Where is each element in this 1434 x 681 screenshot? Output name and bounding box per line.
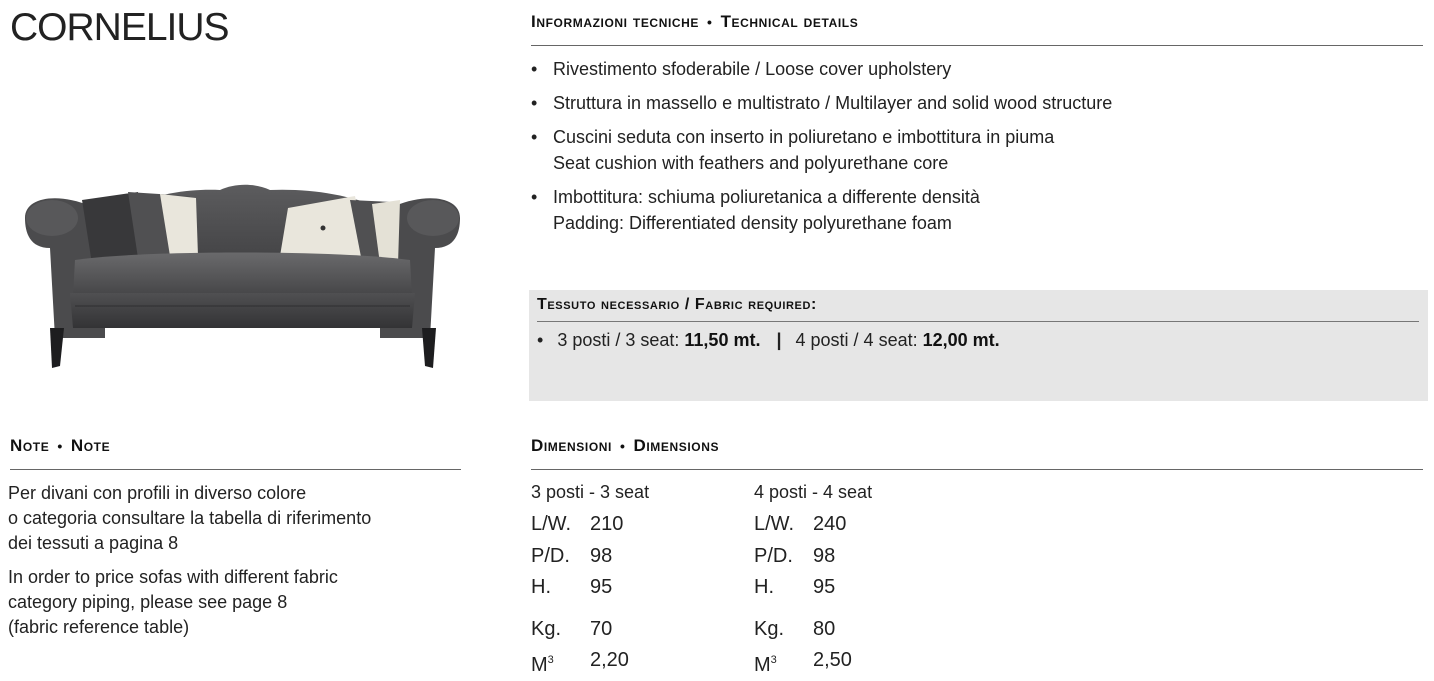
bullet-icon: •	[531, 93, 538, 113]
dimension-row-weight: Kg. 80	[754, 617, 836, 640]
technical-details-list	[531, 56, 1421, 244]
fabric-three-label: 3 posti / 3 seat:	[557, 330, 680, 350]
dimension-row-depth: P/D. 98	[531, 544, 613, 567]
heading-separator-dot: •	[707, 14, 713, 30]
dimension-row-height: H. 95	[754, 576, 836, 598]
bullet-icon: •	[531, 187, 538, 207]
dimensions-column-4-seat	[754, 481, 974, 677]
note-heading: Note • Note	[10, 436, 461, 470]
dimension-row-volume: $M^3$ 2,50	[754, 649, 852, 676]
dimension-row-height: H. 95	[531, 576, 613, 598]
technical-details-heading: Informazioni tecniche • Technical details	[531, 12, 1423, 46]
fabric-four-label: 4 posti / 4 seat:	[795, 330, 918, 350]
bullet-icon: •	[531, 127, 538, 147]
list-item: • Imbottitura: schiuma poliuretanica a differente densità Padding: Differentiated density polyurethane foam	[531, 184, 1421, 236]
fabric-four-value: 12,00 mt.	[922, 330, 1000, 350]
note-text	[8, 481, 458, 649]
heading-separator-dot: •	[619, 438, 626, 454]
list-item: • Cuscini seduta con inserto in poliuretano e imbottitura in piuma Seat cushion with feathers and polyurethane core	[531, 124, 1421, 176]
dimension-row-depth: P/D. 98	[754, 544, 836, 567]
dimensions-heading: Dimensioni • Dimensions	[531, 436, 1423, 470]
bullet-icon: •	[537, 330, 544, 350]
bullet-icon: •	[531, 59, 538, 79]
dimension-row-width: L/W. 240	[754, 513, 847, 535]
dimension-row-volume: $M^3$ 2,20	[531, 649, 629, 676]
dimensions-column-3-seat	[531, 481, 751, 677]
fabric-required-values	[537, 330, 1000, 351]
fabric-required-heading: Tessuto necessario / Fabric required:	[537, 292, 1419, 322]
dimension-row-width: L/W. 210	[531, 513, 624, 535]
dimension-row-weight: Kg. 70	[531, 617, 613, 640]
heading-separator-dot: •	[57, 438, 63, 454]
fabric-required-panel	[529, 290, 1428, 401]
list-item: • Struttura in massello e multistrato / Multilayer and solid wood structure	[531, 90, 1421, 116]
note-paragraph-en: In order to price sofas with different fabric category piping, please see page 8 (fabric reference table)	[8, 567, 338, 637]
column-title: 4 posti - 4 seat	[754, 482, 873, 502]
fabric-three-value: 11,50 mt.	[684, 330, 761, 350]
sofa-image	[20, 178, 465, 373]
note-paragraph-it: Per divani con profili in diverso colore o categoria consultare la tabella di riferimento dei tessuti a pagina 8	[8, 483, 372, 553]
column-title: 3 posti - 3 seat	[531, 482, 650, 502]
list-item: • Rivestimento sfoderabile / Loose cover upholstery	[531, 56, 1421, 82]
product-title: CORNELIUS	[10, 6, 229, 49]
fabric-separator: |	[776, 330, 782, 350]
